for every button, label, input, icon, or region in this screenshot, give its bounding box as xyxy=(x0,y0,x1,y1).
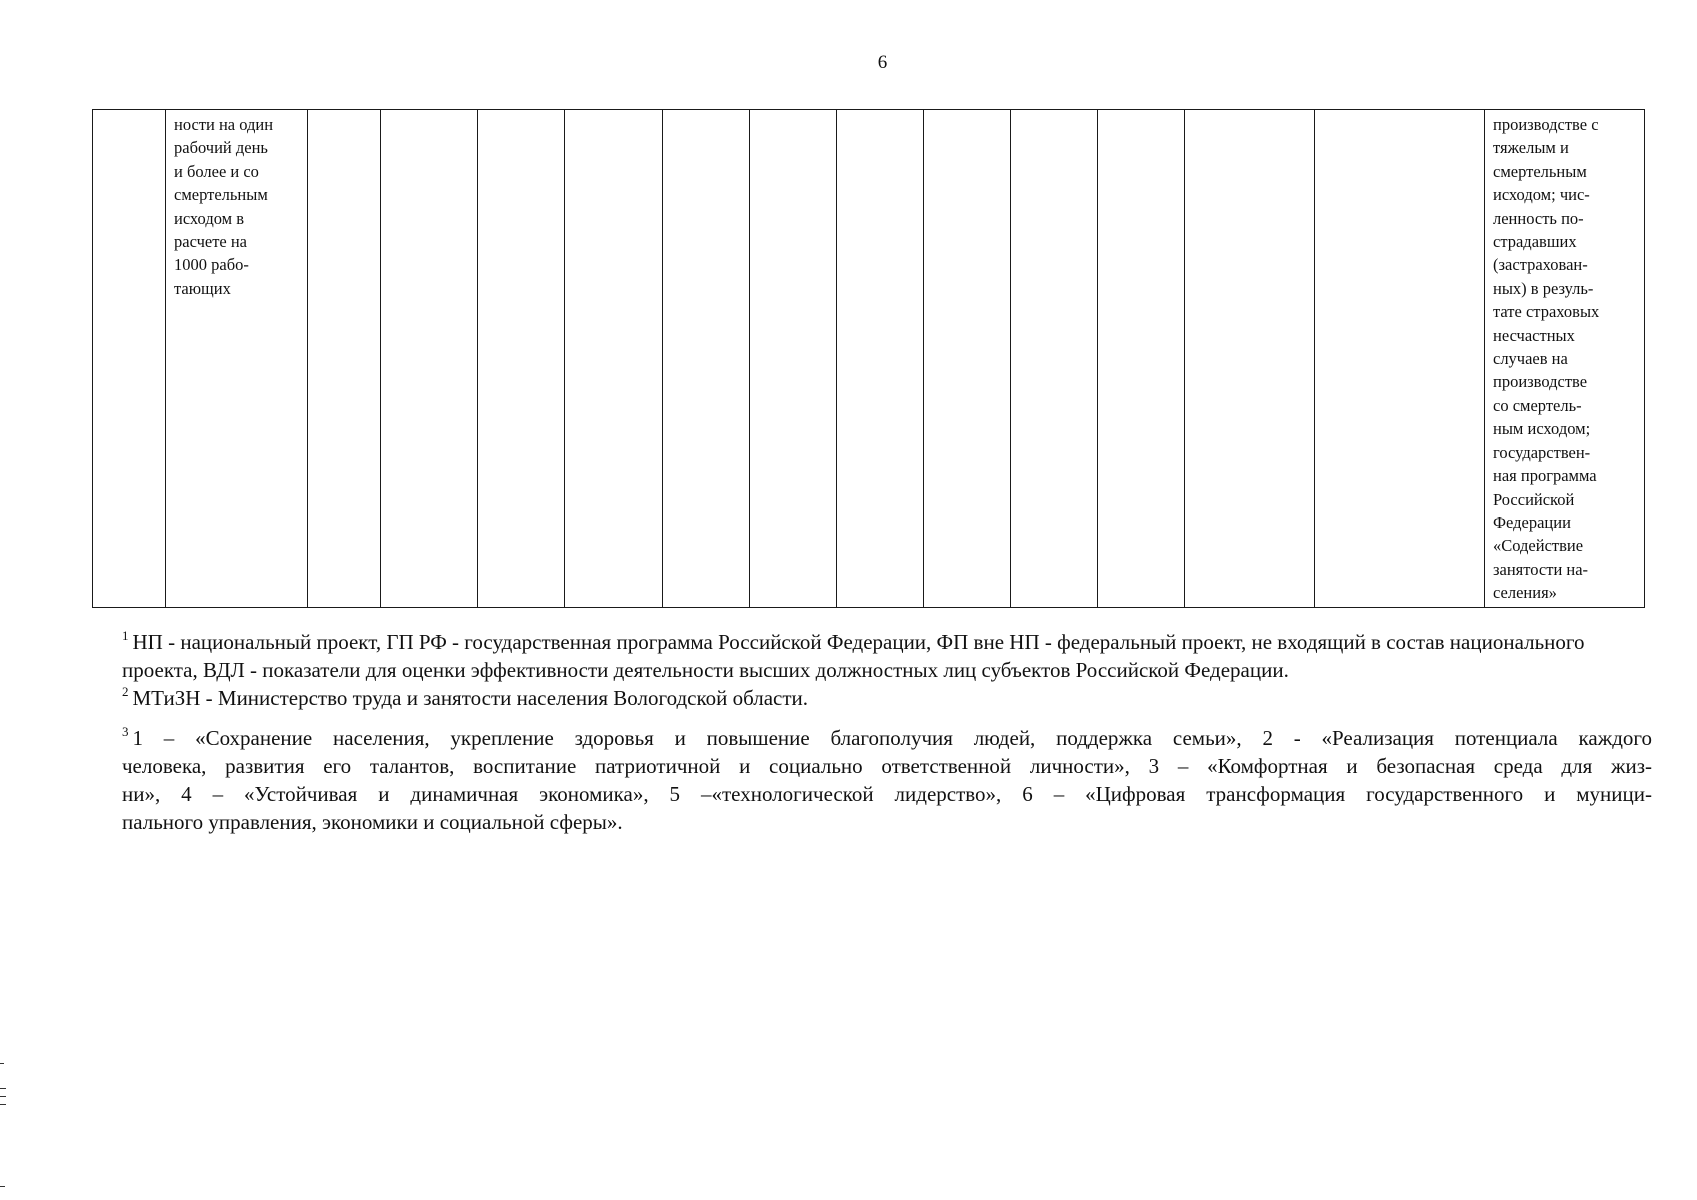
table-cell xyxy=(1011,110,1098,608)
cell-line: производстве с xyxy=(1493,115,1599,134)
footnote-1 xyxy=(122,628,1652,684)
cell-line: тате страховых xyxy=(1493,302,1600,322)
cell-line: ная программа xyxy=(1493,466,1597,486)
footnote-mark: 2 xyxy=(122,684,129,699)
cell-line: исходом в xyxy=(174,208,245,228)
cell-line: государствен- xyxy=(1493,442,1591,462)
footnote-mark: 1 xyxy=(122,628,129,643)
table-cell xyxy=(478,110,565,608)
table-cell-source-description xyxy=(1485,110,1645,608)
page-number: 6 xyxy=(877,52,888,73)
cell-line: ленность по- xyxy=(1493,208,1584,228)
cell-line: исходом; чис- xyxy=(1493,185,1590,205)
cell-line: Федерации xyxy=(1493,512,1571,532)
footnote-line xyxy=(122,724,1652,752)
cell-line: ным исходом; xyxy=(1493,419,1591,439)
footnote-line-text: 1 – «Сохранение населения, укрепление здоровья и повышение благополучия людей, поддержка семьи», 2 - «Реализация потенциала каждого xyxy=(132,726,1652,750)
table-cell xyxy=(565,110,663,608)
footnote-2 xyxy=(122,684,1652,712)
cell-line: занятости на- xyxy=(1493,559,1589,579)
table-cell-indicator-name xyxy=(166,110,308,608)
footnote-text: МТиЗН - Министерство труда и занятости населения Вологодской области. xyxy=(132,686,809,710)
indicators-table xyxy=(92,109,1645,608)
cell-line: случаев на xyxy=(1493,349,1568,369)
cell-line: тяжелым и xyxy=(1493,138,1569,158)
table-cell xyxy=(924,110,1011,608)
table-cell xyxy=(1315,110,1485,608)
table-cell xyxy=(308,110,381,608)
cell-line: смертельным xyxy=(174,185,268,205)
cell-line: смертельным xyxy=(1493,161,1587,181)
cell-line: (застрахован- xyxy=(1493,255,1588,275)
table-cell xyxy=(750,110,837,608)
cell-line: несчастных xyxy=(1493,325,1575,345)
footnote-line: ни», 4 – «Устойчивая и динамичная экономика», 5 –«технологической лидерство», 6 – «Цифровая трансформация государственного и муници- xyxy=(122,782,1652,806)
scan-artifact xyxy=(0,1186,5,1187)
cell-line: расчете на xyxy=(174,232,248,252)
cell-line: страдавших xyxy=(1493,232,1577,252)
table-cell xyxy=(837,110,924,608)
table-cell xyxy=(93,110,166,608)
footnote-line: человека, развития его талантов, воспитание патриотичной и социально ответственной личности», 3 – «Комфортная и безопасная среда для жиз- xyxy=(122,754,1652,778)
cell-line: Российской xyxy=(1493,489,1575,509)
cell-line: и более и со xyxy=(174,161,259,181)
table-row xyxy=(93,110,1645,608)
table-cell xyxy=(381,110,478,608)
footnote-mark: 3 xyxy=(122,724,129,739)
table-cell xyxy=(1098,110,1185,608)
scan-artifact xyxy=(0,1096,6,1097)
cell-line: рабочий день xyxy=(174,138,268,158)
footnote-line: пального управления, экономики и социальной сферы». xyxy=(122,810,623,834)
cell-line: «Содействие xyxy=(1493,536,1584,556)
cell-line: ных) в резуль- xyxy=(1493,278,1594,298)
scan-artifact xyxy=(0,1088,6,1089)
cell-line: со смертель- xyxy=(1493,395,1582,415)
footnote-3 xyxy=(122,724,1652,836)
cell-line: производстве xyxy=(1493,372,1588,392)
footnotes xyxy=(122,628,1652,836)
scan-artifact xyxy=(0,1104,6,1105)
cell-line: 1000 рабо- xyxy=(174,255,249,275)
table-cell xyxy=(1185,110,1315,608)
cell-line: ности на один xyxy=(174,115,274,134)
cell-line: тающих xyxy=(174,278,231,298)
cell-line: селения» xyxy=(1493,583,1557,603)
footnote-text: НП - национальный проект, ГП РФ - государственная программа Российской Федерации, ФП вне НП - федеральный проект, не входящий в состав национального проекта, ВДЛ - показатели для оценки эффективности деятельности высших должностных лиц субъектов Российской Федерации. xyxy=(122,630,1585,682)
scan-artifact xyxy=(0,1063,4,1064)
table-cell xyxy=(663,110,750,608)
